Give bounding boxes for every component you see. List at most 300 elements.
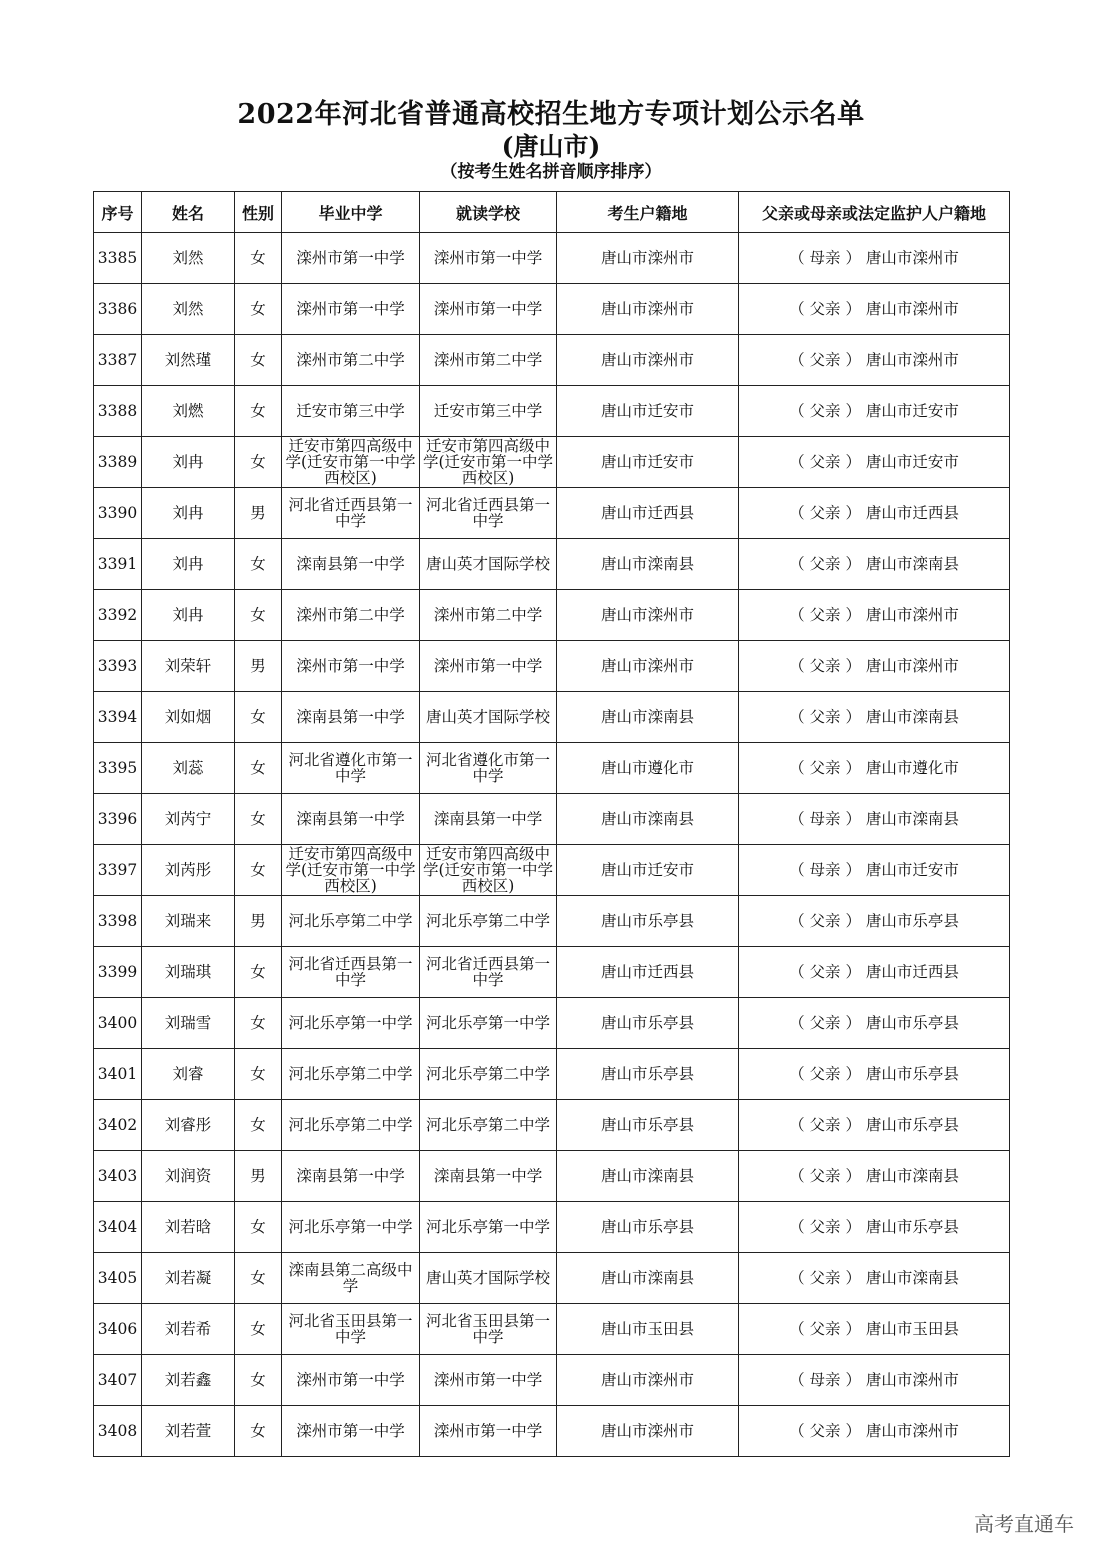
- student-hukou-cell: 唐山市滦州市: [557, 284, 739, 335]
- guardian-relation: 父亲: [809, 1167, 841, 1185]
- serial-number-cell: 3405: [94, 1253, 142, 1304]
- table-row: [94, 743, 1010, 794]
- graduation-school-cell: 滦州市第一中学: [282, 641, 420, 692]
- column-header: 考生户籍地: [557, 192, 739, 233]
- gender-cell: 女: [235, 1100, 282, 1151]
- current-school-cell: 河北乐亭第二中学: [420, 1049, 557, 1100]
- student-name-cell: 刘燃: [142, 386, 235, 437]
- guardian-relation: 父亲: [809, 1320, 841, 1338]
- table-row: [94, 1355, 1010, 1406]
- graduation-school-cell: 河北省遵化市第一中学: [282, 743, 420, 794]
- guardian-relation: 父亲: [809, 402, 841, 420]
- guardian-hukou: 唐山市乐亭县: [865, 912, 959, 930]
- guardian-hukou-cell: [739, 1304, 1010, 1355]
- guardian-hukou-cell: [739, 845, 1010, 896]
- close-paren: ）: [840, 351, 866, 369]
- guardian-hukou: 唐山市乐亭县: [865, 1116, 959, 1134]
- guardian-hukou-cell: [739, 1202, 1010, 1253]
- table-row: [94, 1406, 1010, 1457]
- open-paren: （: [789, 504, 810, 522]
- graduation-school-cell: 滦南县第一中学: [282, 794, 420, 845]
- student-hukou-cell: 唐山市迁西县: [557, 488, 739, 539]
- serial-number-cell: 3395: [94, 743, 142, 794]
- current-school-cell: 河北乐亭第一中学: [420, 1202, 557, 1253]
- guardian-hukou: 唐山市滦南县: [865, 1167, 959, 1185]
- student-hukou-cell: 唐山市滦州市: [557, 1406, 739, 1457]
- guardian-relation: 母亲: [809, 249, 841, 267]
- gender-cell: 女: [235, 1253, 282, 1304]
- serial-number-cell: 3403: [94, 1151, 142, 1202]
- graduation-school-cell: 河北乐亭第一中学: [282, 1202, 420, 1253]
- serial-number-cell: 3388: [94, 386, 142, 437]
- current-school-cell: 河北省迁西县第一中学: [420, 947, 557, 998]
- close-paren: ）: [840, 402, 866, 420]
- guardian-relation: 父亲: [809, 1218, 841, 1236]
- column-header: 性别: [235, 192, 282, 233]
- guardian-hukou-cell: [739, 488, 1010, 539]
- close-paren: ）: [840, 1116, 866, 1134]
- gender-cell: 女: [235, 794, 282, 845]
- column-header: 父亲或母亲或法定监护人户籍地: [739, 192, 1010, 233]
- guardian-relation: 父亲: [809, 912, 841, 930]
- student-hukou-cell: 唐山市乐亭县: [557, 998, 739, 1049]
- graduation-school-cell: 滦州市第一中学: [282, 233, 420, 284]
- gender-cell: 女: [235, 335, 282, 386]
- open-paren: （: [789, 1116, 810, 1134]
- guardian-relation: 父亲: [809, 351, 841, 369]
- close-paren: ）: [840, 504, 866, 522]
- student-name-cell: 刘荣轩: [142, 641, 235, 692]
- table-row: [94, 641, 1010, 692]
- guardian-relation: 父亲: [809, 606, 841, 624]
- serial-number-cell: 3398: [94, 896, 142, 947]
- close-paren: ）: [840, 963, 866, 981]
- guardian-relation: 父亲: [809, 555, 841, 573]
- guardian-relation: 父亲: [809, 759, 841, 777]
- student-hukou-cell: 唐山市乐亭县: [557, 896, 739, 947]
- guardian-hukou-cell: [739, 386, 1010, 437]
- guardian-hukou-cell: [739, 794, 1010, 845]
- serial-number-cell: 3385: [94, 233, 142, 284]
- guardian-hukou: 唐山市迁安市: [865, 453, 959, 471]
- graduation-school-cell: 迁安市第三中学: [282, 386, 420, 437]
- serial-number-cell: 3389: [94, 437, 142, 488]
- close-paren: ）: [840, 453, 866, 471]
- student-hukou-cell: 唐山市滦南县: [557, 539, 739, 590]
- open-paren: （: [789, 402, 810, 420]
- graduation-school-cell: 河北乐亭第二中学: [282, 1100, 420, 1151]
- guardian-relation: 父亲: [809, 708, 841, 726]
- serial-number-cell: 3396: [94, 794, 142, 845]
- serial-number-cell: 3408: [94, 1406, 142, 1457]
- student-hukou-cell: 唐山市滦州市: [557, 590, 739, 641]
- table-row: [94, 1151, 1010, 1202]
- guardian-relation: 父亲: [809, 453, 841, 471]
- guardian-hukou: 唐山市滦南县: [865, 555, 959, 573]
- serial-number-cell: 3394: [94, 692, 142, 743]
- serial-number-cell: 3400: [94, 998, 142, 1049]
- table-row: [94, 845, 1010, 896]
- current-school-cell: 河北省遵化市第一中学: [420, 743, 557, 794]
- open-paren: （: [789, 1422, 810, 1440]
- guardian-relation: 父亲: [809, 1065, 841, 1083]
- close-paren: ）: [840, 1269, 866, 1287]
- close-paren: ）: [840, 1014, 866, 1032]
- gender-cell: 男: [235, 896, 282, 947]
- current-school-cell: 滦州市第一中学: [420, 641, 557, 692]
- table-body: [94, 233, 1010, 1457]
- graduation-school-cell: 河北乐亭第二中学: [282, 896, 420, 947]
- gender-cell: 女: [235, 1049, 282, 1100]
- open-paren: （: [789, 657, 810, 675]
- gender-cell: 女: [235, 1304, 282, 1355]
- open-paren: （: [789, 912, 810, 930]
- student-hukou-cell: 唐山市滦州市: [557, 641, 739, 692]
- guardian-hukou-cell: [739, 998, 1010, 1049]
- student-name-cell: 刘冉: [142, 539, 235, 590]
- serial-number-cell: 3399: [94, 947, 142, 998]
- guardian-hukou: 唐山市乐亭县: [865, 1014, 959, 1032]
- open-paren: （: [789, 708, 810, 726]
- guardian-hukou-cell: [739, 1100, 1010, 1151]
- student-name-cell: 刘冉: [142, 437, 235, 488]
- graduation-school-cell: 滦南县第一中学: [282, 1151, 420, 1202]
- serial-number-cell: 3404: [94, 1202, 142, 1253]
- open-paren: （: [789, 1320, 810, 1338]
- student-name-cell: 刘睿彤: [142, 1100, 235, 1151]
- student-name-cell: 刘冉: [142, 488, 235, 539]
- close-paren: ）: [840, 555, 866, 573]
- student-hukou-cell: 唐山市乐亭县: [557, 1202, 739, 1253]
- current-school-cell: 滦州市第二中学: [420, 335, 557, 386]
- current-school-cell: 滦州市第二中学: [420, 590, 557, 641]
- gender-cell: 女: [235, 386, 282, 437]
- guardian-hukou-cell: [739, 743, 1010, 794]
- open-paren: （: [789, 861, 810, 879]
- close-paren: ）: [840, 1422, 866, 1440]
- guardian-hukou: 唐山市玉田县: [865, 1320, 959, 1338]
- student-hukou-cell: 唐山市滦南县: [557, 1151, 739, 1202]
- serial-number-cell: 3402: [94, 1100, 142, 1151]
- gender-cell: 女: [235, 998, 282, 1049]
- graduation-school-cell: 河北省迁西县第一中学: [282, 488, 420, 539]
- serial-number-cell: 3397: [94, 845, 142, 896]
- guardian-hukou: 唐山市滦州市: [865, 249, 959, 267]
- open-paren: （: [789, 555, 810, 573]
- open-paren: （: [789, 606, 810, 624]
- guardian-hukou: 唐山市遵化市: [865, 759, 959, 777]
- guardian-relation: 父亲: [809, 963, 841, 981]
- table-row: [94, 692, 1010, 743]
- close-paren: ）: [840, 912, 866, 930]
- graduation-school-cell: 河北乐亭第一中学: [282, 998, 420, 1049]
- table-header-row: [94, 192, 1010, 233]
- serial-number-cell: 3407: [94, 1355, 142, 1406]
- current-school-cell: 迁安市第四高级中学(迁安市第一中学西校区): [420, 437, 557, 488]
- open-paren: （: [789, 963, 810, 981]
- gender-cell: 女: [235, 845, 282, 896]
- current-school-cell: 滦州市第一中学: [420, 1406, 557, 1457]
- current-school-cell: 河北乐亭第二中学: [420, 896, 557, 947]
- serial-number-cell: 3391: [94, 539, 142, 590]
- guardian-hukou: 唐山市滦南县: [865, 708, 959, 726]
- current-school-cell: 唐山英才国际学校: [420, 692, 557, 743]
- guardian-hukou: 唐山市迁安市: [865, 861, 959, 879]
- column-header: 姓名: [142, 192, 235, 233]
- guardian-hukou: 唐山市滦州市: [865, 1371, 959, 1389]
- table-row: [94, 998, 1010, 1049]
- graduation-school-cell: 滦州市第二中学: [282, 590, 420, 641]
- gender-cell: 女: [235, 692, 282, 743]
- guardian-hukou: 唐山市滦州市: [865, 1422, 959, 1440]
- watermark: 高考直通车: [974, 1512, 1074, 1536]
- student-name-cell: 刘芮彤: [142, 845, 235, 896]
- current-school-cell: 迁安市第四高级中学(迁安市第一中学西校区): [420, 845, 557, 896]
- student-hukou-cell: 唐山市滦南县: [557, 794, 739, 845]
- current-school-cell: 河北省玉田县第一中学: [420, 1304, 557, 1355]
- gender-cell: 女: [235, 947, 282, 998]
- close-paren: ）: [840, 861, 866, 879]
- table-row: [94, 335, 1010, 386]
- guardian-hukou-cell: [739, 590, 1010, 641]
- graduation-school-cell: 滦州市第二中学: [282, 335, 420, 386]
- student-hukou-cell: 唐山市滦州市: [557, 1355, 739, 1406]
- guardian-hukou-cell: [739, 1253, 1010, 1304]
- sort-note: （按考生姓名拼音顺序排序）: [440, 162, 662, 182]
- column-header: 毕业中学: [282, 192, 420, 233]
- student-hukou-cell: 唐山市乐亭县: [557, 1100, 739, 1151]
- guardian-hukou: 唐山市滦南县: [865, 810, 959, 828]
- guardian-hukou-cell: [739, 335, 1010, 386]
- gender-cell: 女: [235, 539, 282, 590]
- guardian-hukou-cell: [739, 1049, 1010, 1100]
- open-paren: （: [789, 810, 810, 828]
- graduation-school-cell: 滦州市第一中学: [282, 1406, 420, 1457]
- serial-number-cell: 3393: [94, 641, 142, 692]
- open-paren: （: [789, 300, 810, 318]
- student-hukou-cell: 唐山市滦南县: [557, 692, 739, 743]
- guardian-hukou-cell: [739, 641, 1010, 692]
- student-name-cell: 刘芮宁: [142, 794, 235, 845]
- guardian-hukou-cell: [739, 539, 1010, 590]
- close-paren: ）: [840, 810, 866, 828]
- guardian-hukou: 唐山市迁西县: [865, 963, 959, 981]
- serial-number-cell: 3387: [94, 335, 142, 386]
- student-hukou-cell: 唐山市玉田县: [557, 1304, 739, 1355]
- open-paren: （: [789, 1065, 810, 1083]
- current-school-cell: 河北省迁西县第一中学: [420, 488, 557, 539]
- guardian-hukou-cell: [739, 1355, 1010, 1406]
- guardian-hukou: 唐山市乐亭县: [865, 1218, 959, 1236]
- gender-cell: 男: [235, 488, 282, 539]
- current-school-cell: 河北乐亭第二中学: [420, 1100, 557, 1151]
- close-paren: ）: [840, 759, 866, 777]
- guardian-hukou-cell: [739, 437, 1010, 488]
- student-name-cell: 刘瑞琪: [142, 947, 235, 998]
- student-name-cell: 刘然瑾: [142, 335, 235, 386]
- gender-cell: 女: [235, 437, 282, 488]
- graduation-school-cell: 河北省迁西县第一中学: [282, 947, 420, 998]
- student-name-cell: 刘若凝: [142, 1253, 235, 1304]
- open-paren: （: [789, 1014, 810, 1032]
- current-school-cell: 滦州市第一中学: [420, 284, 557, 335]
- student-hukou-cell: 唐山市迁西县: [557, 947, 739, 998]
- guardian-hukou: 唐山市滦州市: [865, 657, 959, 675]
- student-hukou-cell: 唐山市遵化市: [557, 743, 739, 794]
- close-paren: ）: [840, 1320, 866, 1338]
- gender-cell: 女: [235, 1202, 282, 1253]
- guardian-relation: 父亲: [809, 300, 841, 318]
- open-paren: （: [789, 351, 810, 369]
- table-row: [94, 1100, 1010, 1151]
- graduation-school-cell: 迁安市第四高级中学(迁安市第一中学西校区): [282, 845, 420, 896]
- guardian-hukou: 唐山市乐亭县: [865, 1065, 959, 1083]
- open-paren: （: [789, 1167, 810, 1185]
- student-name-cell: 刘润资: [142, 1151, 235, 1202]
- student-name-cell: 刘睿: [142, 1049, 235, 1100]
- current-school-cell: 唐山英才国际学校: [420, 539, 557, 590]
- guardian-hukou-cell: [739, 692, 1010, 743]
- guardian-hukou: 唐山市滦州市: [865, 300, 959, 318]
- table-row: [94, 1049, 1010, 1100]
- guardian-relation: 父亲: [809, 657, 841, 675]
- guardian-hukou: 唐山市滦州市: [865, 351, 959, 369]
- table-row: [94, 1202, 1010, 1253]
- guardian-hukou-cell: [739, 233, 1010, 284]
- current-school-cell: 唐山英才国际学校: [420, 1253, 557, 1304]
- gender-cell: 女: [235, 233, 282, 284]
- graduation-school-cell: 滦州市第一中学: [282, 1355, 420, 1406]
- student-name-cell: 刘若鑫: [142, 1355, 235, 1406]
- student-hukou-cell: 唐山市滦州市: [557, 233, 739, 284]
- close-paren: ）: [840, 1167, 866, 1185]
- current-school-cell: 滦南县第一中学: [420, 794, 557, 845]
- student-name-cell: 刘如烟: [142, 692, 235, 743]
- current-school-cell: 滦州市第一中学: [420, 1355, 557, 1406]
- close-paren: ）: [840, 657, 866, 675]
- student-name-cell: 刘若希: [142, 1304, 235, 1355]
- close-paren: ）: [840, 249, 866, 267]
- student-hukou-cell: 唐山市迁安市: [557, 386, 739, 437]
- table-row: [94, 1253, 1010, 1304]
- open-paren: （: [789, 453, 810, 471]
- guardian-hukou-cell: [739, 1406, 1010, 1457]
- student-name-cell: 刘瑞雪: [142, 998, 235, 1049]
- serial-number-cell: 3406: [94, 1304, 142, 1355]
- table-row: [94, 488, 1010, 539]
- admission-list-table: [93, 191, 1010, 1457]
- serial-number-cell: 3392: [94, 590, 142, 641]
- table-row: [94, 590, 1010, 641]
- graduation-school-cell: 滦南县第一中学: [282, 692, 420, 743]
- table-row: [94, 947, 1010, 998]
- guardian-hukou-cell: [739, 896, 1010, 947]
- serial-number-cell: 3401: [94, 1049, 142, 1100]
- open-paren: （: [789, 249, 810, 267]
- close-paren: ）: [840, 1371, 866, 1389]
- serial-number-cell: 3386: [94, 284, 142, 335]
- student-hukou-cell: 唐山市滦州市: [557, 335, 739, 386]
- gender-cell: 男: [235, 1151, 282, 1202]
- gender-cell: 女: [235, 743, 282, 794]
- close-paren: ）: [840, 300, 866, 318]
- guardian-hukou: 唐山市滦州市: [865, 606, 959, 624]
- graduation-school-cell: 河北省玉田县第一中学: [282, 1304, 420, 1355]
- student-hukou-cell: 唐山市迁安市: [557, 437, 739, 488]
- guardian-relation: 父亲: [809, 1014, 841, 1032]
- table-row: [94, 233, 1010, 284]
- guardian-relation: 母亲: [809, 810, 841, 828]
- column-header: 序号: [94, 192, 142, 233]
- guardian-hukou: 唐山市迁西县: [865, 504, 959, 522]
- gender-cell: 男: [235, 641, 282, 692]
- student-name-cell: 刘若萱: [142, 1406, 235, 1457]
- guardian-hukou: 唐山市滦南县: [865, 1269, 959, 1287]
- student-name-cell: 刘若晗: [142, 1202, 235, 1253]
- current-school-cell: 滦南县第一中学: [420, 1151, 557, 1202]
- open-paren: （: [789, 759, 810, 777]
- open-paren: （: [789, 1269, 810, 1287]
- table-row: [94, 284, 1010, 335]
- current-school-cell: 河北乐亭第一中学: [420, 998, 557, 1049]
- gender-cell: 女: [235, 284, 282, 335]
- table-row: [94, 896, 1010, 947]
- student-name-cell: 刘然: [142, 284, 235, 335]
- guardian-relation: 父亲: [809, 1116, 841, 1134]
- graduation-school-cell: 迁安市第四高级中学(迁安市第一中学西校区): [282, 437, 420, 488]
- student-name-cell: 刘蕊: [142, 743, 235, 794]
- guardian-hukou-cell: [739, 947, 1010, 998]
- student-hukou-cell: 唐山市迁安市: [557, 845, 739, 896]
- gender-cell: 女: [235, 1355, 282, 1406]
- guardian-relation: 父亲: [809, 504, 841, 522]
- guardian-hukou-cell: [739, 284, 1010, 335]
- page-title: 2022年河北省普通高校招生地方专项计划公示名单: [237, 99, 865, 130]
- current-school-cell: 滦州市第一中学: [420, 233, 557, 284]
- guardian-relation: 母亲: [809, 1371, 841, 1389]
- close-paren: ）: [840, 708, 866, 726]
- close-paren: ）: [840, 606, 866, 624]
- graduation-school-cell: 滦南县第一中学: [282, 539, 420, 590]
- gender-cell: 女: [235, 590, 282, 641]
- student-hukou-cell: 唐山市滦南县: [557, 1253, 739, 1304]
- close-paren: ）: [840, 1218, 866, 1236]
- table-row: [94, 437, 1010, 488]
- table-row: [94, 386, 1010, 437]
- student-name-cell: 刘冉: [142, 590, 235, 641]
- open-paren: （: [789, 1371, 810, 1389]
- table-row: [94, 794, 1010, 845]
- table-row: [94, 1304, 1010, 1355]
- gender-cell: 女: [235, 1406, 282, 1457]
- current-school-cell: 迁安市第三中学: [420, 386, 557, 437]
- student-name-cell: 刘然: [142, 233, 235, 284]
- guardian-hukou: 唐山市迁安市: [865, 402, 959, 420]
- column-header: 就读学校: [420, 192, 557, 233]
- guardian-relation: 父亲: [809, 1422, 841, 1440]
- graduation-school-cell: 河北乐亭第二中学: [282, 1049, 420, 1100]
- guardian-hukou-cell: [739, 1151, 1010, 1202]
- guardian-relation: 母亲: [809, 861, 841, 879]
- student-hukou-cell: 唐山市乐亭县: [557, 1049, 739, 1100]
- graduation-school-cell: 滦南县第二高级中学: [282, 1253, 420, 1304]
- serial-number-cell: 3390: [94, 488, 142, 539]
- graduation-school-cell: 滦州市第一中学: [282, 284, 420, 335]
- student-name-cell: 刘瑞来: [142, 896, 235, 947]
- page-subtitle: (唐山市): [501, 132, 601, 161]
- open-paren: （: [789, 1218, 810, 1236]
- table-row: [94, 539, 1010, 590]
